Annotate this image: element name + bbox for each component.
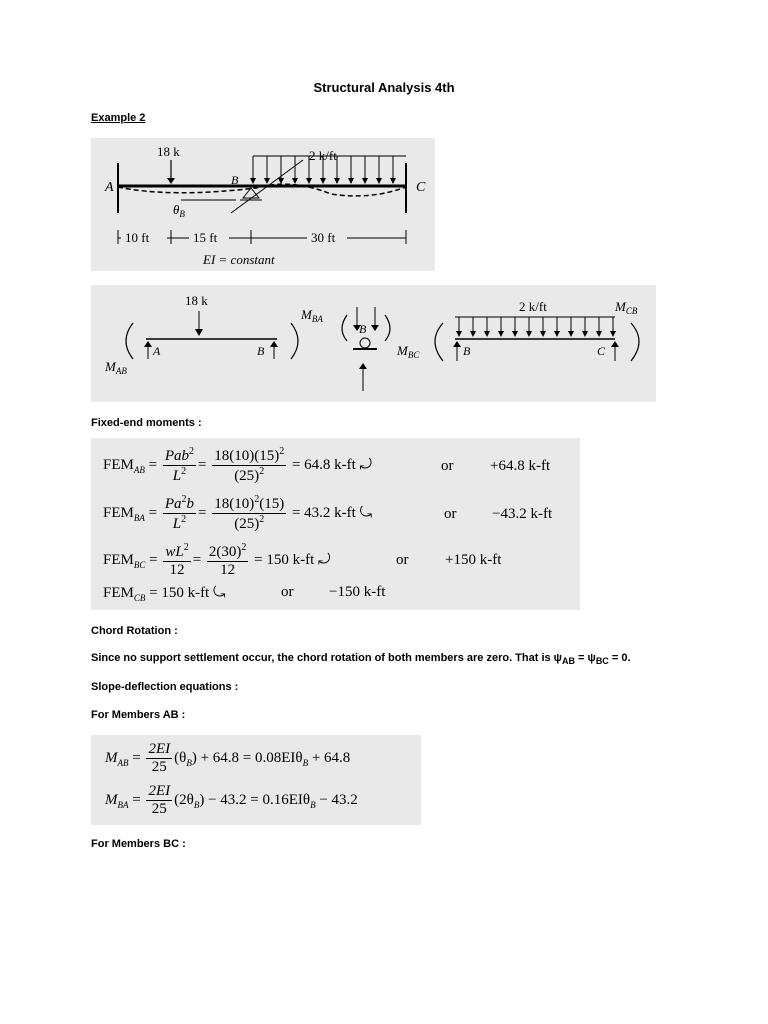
fbd-point-load: 18 k [185, 293, 208, 308]
fbd-dist-load: 2 k/ft [519, 299, 547, 314]
members-ab-heading: For Members AB : [91, 709, 186, 721]
dim-10ft: 10 ft [125, 230, 150, 245]
fem-equations [91, 438, 580, 610]
free-body-figure [91, 285, 656, 402]
fbd-label-a: A [153, 344, 161, 358]
sd-eq-ba: $M_{BA}$ = $\frac{2EI}{25}$ $(2\theta_B) - 43.2 = 0.16EI\theta_B - 43.2$ [105, 783, 358, 817]
fem-ba-alt: −43.2 k-ft [492, 506, 553, 522]
fem-cb-equation: $FEM_{CB} = 150$ k-ft ⤿ [103, 585, 226, 603]
fbd-label-b2: B [359, 322, 367, 336]
m-cb-label: $M_{CB}$ [615, 299, 638, 316]
dim-30ft: 30 ft [311, 230, 336, 245]
fem-bc-equation: $FEM_{BC}$ = $\frac{wL^2}{12}$ = $\frac{2(30)^2}{12}$ = 150 k-ft ⤾ [103, 542, 331, 578]
dist-load-label: 2 k/ft [309, 148, 337, 163]
beam-figure [91, 138, 435, 271]
slope-heading: Slope-deflection equations : [91, 681, 239, 693]
example-heading: Example 2 [91, 112, 146, 124]
fem-ab-equation: $FEM_{AB}$ = $\frac{Pab^2}{L^2}$ = $\frac{18(10)(15)^2}{(25)^2}$ = 64.8 k-ft ⤾ [103, 446, 373, 484]
fem-ab-or: or [441, 458, 454, 474]
label-a: A [105, 180, 114, 195]
fbd-label-c: C [597, 344, 606, 358]
fem-heading: Fixed-end moments : [91, 417, 202, 429]
fem-cb-or: or [281, 584, 294, 600]
members-bc-heading: For Members BC : [91, 838, 186, 850]
m-bc-label: $M_{BC}$ [397, 343, 420, 360]
m-ab-label: $M_{AB}$ [105, 359, 127, 376]
fem-bc-alt: +150 k-ft [445, 552, 502, 568]
sd-eq-ab: $M_{AB}$ = $\frac{2EI}{25}$ $(\theta_B) + 64.8 = 0.08EI\theta_B + 64.8$ [105, 741, 351, 775]
page-title: Structural Analysis 4th [313, 80, 455, 95]
fbd-label-b1: B [257, 344, 265, 358]
chord-text: Since no support settlement occur, the chord rotation of both members are zero. That is $\psi_{AB} = \psi_{BC} = 0$. [91, 652, 631, 667]
fem-ba-or: or [444, 506, 457, 522]
m-ba-label: $M_{BA}$ [301, 307, 323, 324]
ei-label: EI = constant [203, 252, 275, 267]
fem-bc-or: or [396, 552, 409, 568]
fem-cb-alt: −150 k-ft [329, 584, 386, 600]
fem-ab-alt: +64.8 k-ft [490, 458, 551, 474]
label-c: C [416, 180, 426, 195]
theta-label: $\theta_B$ [173, 202, 185, 219]
dim-15ft: 15 ft [193, 230, 218, 245]
chord-heading: Chord Rotation : [91, 625, 178, 637]
beam-diagram-svg [91, 138, 435, 271]
free-body-svg [91, 285, 656, 402]
slope-deflection-equations [91, 735, 421, 825]
point-load-label: 18 k [157, 144, 180, 159]
fbd-label-b3: B [463, 344, 471, 358]
fem-ba-equation: $FEM_{BA}$ = $\frac{Pa^2b}{L^2}$ = $\frac{18(10)^2(15)}{(25)^2}$ = 43.2 k-ft ⤿ [103, 494, 373, 532]
label-b: B [231, 173, 239, 187]
